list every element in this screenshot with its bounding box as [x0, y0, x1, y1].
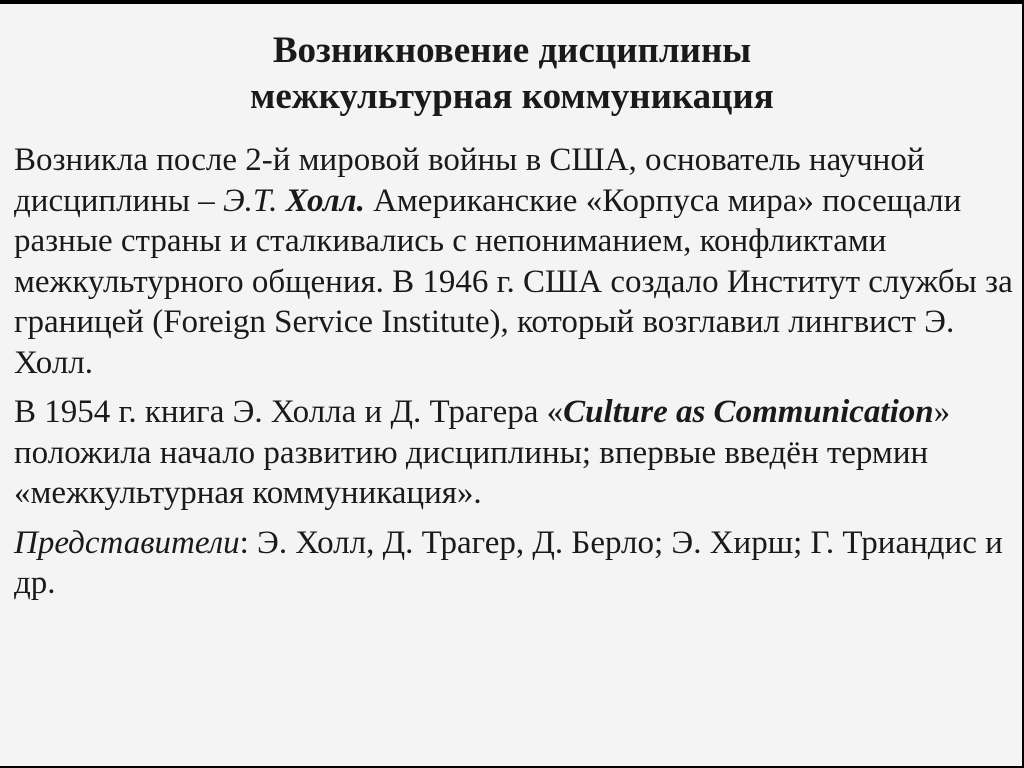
paragraph-origin [14, 140, 1014, 383]
slide-title-line-1: Возникновение дисциплины [272, 30, 752, 71]
slide-title-line-2: межкультурная коммуникация [250, 76, 774, 117]
paragraph-book [14, 392, 1014, 514]
paragraph-book-text-1: В 1954 г. книга Э. Холла и Д. Трагера « [14, 394, 564, 430]
founder-initials: Э.Т. [223, 182, 286, 219]
slide-top-border [0, 0, 1024, 4]
paragraph-origin-text-1: Возникла после 2-й мировой войны в США, основатель научной дисциплины – [14, 142, 925, 219]
slide-title [0, 28, 1024, 120]
book-title: Culture as Communication [563, 394, 934, 430]
representatives-list: : Э. Холл, Д. Трагер, Д. Берло; Э. Хирш; Г. Триандис и др. [14, 524, 1003, 601]
slide-body [14, 140, 1014, 613]
representatives-label: Представители [14, 524, 240, 561]
paragraph-representatives [14, 523, 1014, 604]
paragraph-origin-text-2: Американские «Корпуса мира» посещали разные страны и сталкивались с непониманием, конфликтами межкультурного общения. В 1946 г. США создало Институт службы за границей (Foreign Service Institute), который возглавил лингвист Э. Холл. [14, 182, 1013, 381]
founder-name: Холл. [285, 182, 365, 219]
paragraph-book-text-2: » положила начало развитию дисциплины; впервые введён термин «межкультурная коммуникация». [14, 394, 951, 511]
